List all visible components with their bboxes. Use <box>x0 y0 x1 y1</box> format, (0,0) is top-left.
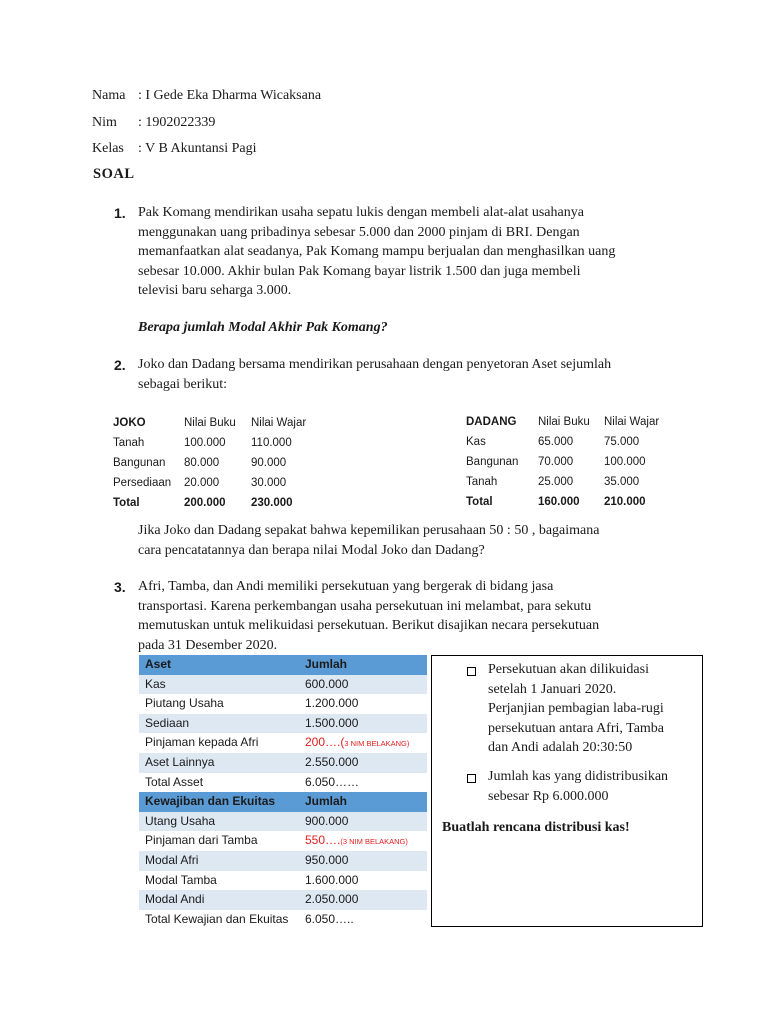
joko-header-book: Nilai Buku <box>184 417 236 429</box>
table-row <box>139 714 427 734</box>
table-row <box>139 753 427 773</box>
table-row <box>139 831 427 851</box>
q1-line: televisi baru seharga 3.000. <box>138 283 292 299</box>
row-label: Modal Tamba <box>145 872 217 887</box>
q2-line: sebagai berikut: <box>138 376 228 392</box>
q3-line: Afri, Tamba, dan Andi memiliki persekutuan yang bergerak di bidang jasa <box>138 579 554 594</box>
box-line: Persekutuan akan dilikuidasi <box>488 662 649 677</box>
table-row <box>139 871 427 891</box>
table-row-total <box>139 910 427 930</box>
q1-question: Berapa jumlah Modal Akhir Pak Komang? <box>138 320 388 335</box>
class-value: : V B Akuntansi Pagi <box>138 141 257 156</box>
row-label: Total Asset <box>145 774 204 789</box>
row-value: 1.600.000 <box>305 872 359 887</box>
dadang-row-fair: 100.000 <box>604 456 646 468</box>
header-aset: Aset <box>145 657 172 671</box>
q1-line: Pak Komang mendirikan usaha sepatu lukis dengan membeli alat-alat usahanya <box>138 205 584 220</box>
dadang-row-book: 65.000 <box>538 436 574 448</box>
joko-total-book: 200.000 <box>184 497 226 509</box>
joko-header-fair: Nilai Wajar <box>251 417 307 429</box>
dadang-row-book: 25.000 <box>538 476 574 488</box>
q1-number: 1. <box>114 205 126 221</box>
row-label: Modal Andi <box>145 892 205 907</box>
checkbox-bullet-icon <box>467 667 476 676</box>
q2-text <box>138 355 611 394</box>
header-jumlah: Jumlah <box>305 794 348 809</box>
instruction-box <box>431 655 703 927</box>
box-line: setelah 1 Januari 2020. <box>488 682 617 697</box>
joko-header-label: JOKO <box>113 417 146 429</box>
box-line: persekutuan antara Afri, Tamba <box>488 721 665 736</box>
box-line: dan Andi adalah 20:30:50 <box>488 740 633 755</box>
nim-label: Nim <box>92 115 117 130</box>
row-label: Sediaan <box>145 715 190 730</box>
row-value: 2.050.000 <box>305 892 359 907</box>
q1-line: menggunakan uang pribadinya sebesar 5.000 dan 2000 pinjam di BRI. Dengan <box>138 224 580 240</box>
q2-number: 2. <box>114 357 126 373</box>
q3-number: 3. <box>114 579 126 595</box>
row-value: 950.000 <box>305 852 349 867</box>
dadang-row-label: Tanah <box>466 476 498 488</box>
joko-total-label: Total <box>113 497 140 509</box>
table-row <box>139 675 427 695</box>
q2-followup <box>138 521 599 560</box>
table-row <box>139 851 427 871</box>
table-header-liabilities <box>139 792 427 812</box>
row-label: Utang Usaha <box>145 813 216 828</box>
row-value-placeholder <box>305 735 409 749</box>
row-label: Total Kewajian dan Ekuitas <box>145 911 289 926</box>
q2-line: Joko dan Dadang bersama mendirikan perusahaan dengan penyetoran Aset sejumlah <box>138 357 612 372</box>
dadang-total-book: 160.000 <box>538 496 580 508</box>
row-label: Modal Afri <box>145 852 199 867</box>
row-value: 2.550.000 <box>305 754 359 769</box>
dadang-row-fair: 35.000 <box>604 476 640 488</box>
dadang-header-fair: Nilai Wajar <box>604 416 660 428</box>
row-label: Aset Lainnya <box>145 754 215 769</box>
table-row-total <box>139 773 427 793</box>
row-value: 6.050….. <box>305 911 354 926</box>
table-row <box>139 890 427 910</box>
q2-followup-line: cara pencatatannya dan berapa nilai Modal Joko dan Dadang? <box>138 542 485 558</box>
dadang-header-label: DADANG <box>466 416 517 428</box>
value-prefix: 200….( <box>305 735 345 750</box>
box-task: Buatlah rencana distribusi kas! <box>442 820 630 835</box>
name-value: : I Gede Eka Dharma Wicaksana <box>138 88 322 103</box>
q3-line: pada 31 Desember 2020. <box>138 637 278 653</box>
nim-note: (3 NIM BELAKANG) <box>340 837 408 847</box>
dadang-total-label: Total <box>466 496 493 508</box>
nim-value: : 1902022339 <box>138 115 216 130</box>
name-label: Nama <box>92 88 126 103</box>
joko-row-fair: 30.000 <box>251 477 287 489</box>
class-label: Kelas <box>92 141 124 156</box>
dadang-header-book: Nilai Buku <box>538 416 590 428</box>
header-kewajiban: Kewajiban dan Ekuitas <box>145 794 276 809</box>
joko-row-book: 80.000 <box>184 457 220 469</box>
row-label: Pinjaman kepada Afri <box>145 735 259 750</box>
row-value: 6.050…… <box>305 774 360 789</box>
box-line: sebesar Rp 6.000.000 <box>488 789 609 804</box>
row-value: 1.200.000 <box>305 696 359 711</box>
dadang-row-label: Bangunan <box>466 456 519 468</box>
table-row <box>139 733 427 753</box>
box-line: Perjanjian pembagian laba-rugi <box>488 701 664 716</box>
balance-sheet-table <box>139 655 427 929</box>
joko-row-label: Tanah <box>113 437 145 449</box>
q1-text <box>138 203 615 301</box>
row-label: Piutang Usaha <box>145 696 224 711</box>
q2-followup-line: Jika Joko dan Dadang sepakat bahwa kepemilikan perusahaan 50 : 50 , bagaimana <box>138 523 600 538</box>
header-jumlah: Jumlah <box>305 657 348 671</box>
nim-note: 3 NIM BELAKANG) <box>344 739 410 749</box>
row-label: Kas <box>145 676 166 691</box>
checkbox-bullet-icon <box>467 774 476 783</box>
row-value-placeholder <box>305 833 408 847</box>
q3-line: memutuskan untuk melikuidasi persekutuan. Berikut disajikan necara persekutuan <box>138 618 600 634</box>
dadang-row-book: 70.000 <box>538 456 574 468</box>
q1-line: memanfaatkan alat seadanya, Pak Komang mampu berjualan dan menghasilkan uang <box>138 244 616 260</box>
table-header-assets <box>139 655 427 675</box>
dadang-row-label: Kas <box>466 436 486 448</box>
q3-line: transportasi. Karena perkembangan usaha persekutuan ini melambat, para sekutu <box>138 598 592 614</box>
q1-line: sebesar 10.000. Akhir bulan Pak Komang bayar listrik 1.500 dan juga membeli <box>138 263 581 279</box>
q3-text <box>138 577 599 655</box>
row-value: 1.500.000 <box>305 715 359 730</box>
joko-total-fair: 230.000 <box>251 497 293 509</box>
dadang-total-fair: 210.000 <box>604 496 646 508</box>
soal-heading: SOAL <box>93 166 135 182</box>
row-label: Pinjaman dari Tamba <box>145 833 258 848</box>
dadang-row-fair: 75.000 <box>604 436 640 448</box>
joko-row-fair: 90.000 <box>251 457 287 469</box>
box-line: Jumlah kas yang didistribusikan <box>488 769 669 784</box>
table-row <box>139 812 427 832</box>
joko-row-label: Bangunan <box>113 457 166 469</box>
joko-row-book: 20.000 <box>184 477 220 489</box>
table-row <box>139 694 427 714</box>
joko-row-book: 100.000 <box>184 437 226 449</box>
row-value: 600.000 <box>305 676 349 691</box>
joko-row-fair: 110.000 <box>251 437 292 449</box>
joko-row-label: Persediaan <box>113 477 172 489</box>
row-value: 900.000 <box>305 813 349 828</box>
value-prefix: 550…. <box>305 833 341 848</box>
